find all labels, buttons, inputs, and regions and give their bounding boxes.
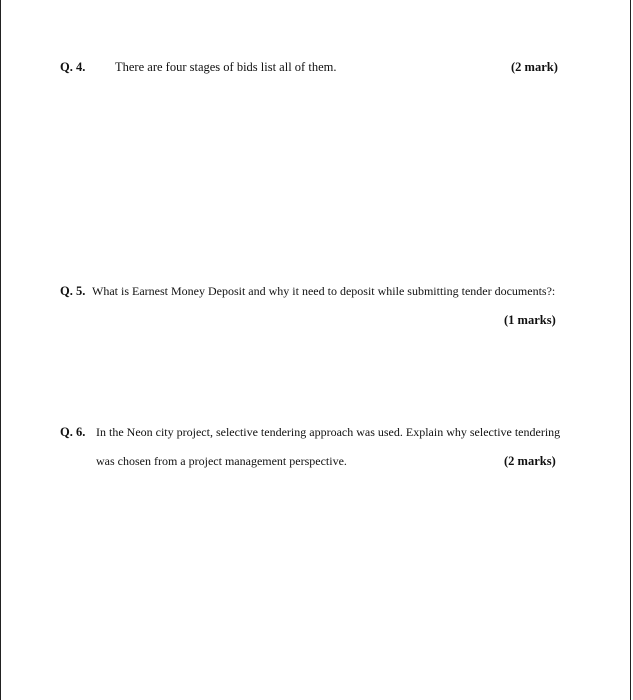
question-text: There are four stages of bids list all of them. [115, 60, 337, 74]
question-marks: (2 marks) [504, 454, 556, 468]
question-marks: (1 marks) [504, 313, 556, 327]
question-text-line-1: In the Neon city project, selective tendering approach was used. Explain why selective tendering [96, 425, 561, 439]
question-number: Q. 5. [60, 284, 86, 298]
question-number: Q. 4. [60, 60, 86, 74]
question-text: What is Earnest Money Deposit and why it need to deposit while submitting tender documents?: [92, 284, 556, 298]
question-marks: (2 mark) [511, 60, 558, 74]
question-number: Q. 6. [60, 425, 86, 439]
question-text-line-2: was chosen from a project management perspective. [96, 454, 347, 468]
